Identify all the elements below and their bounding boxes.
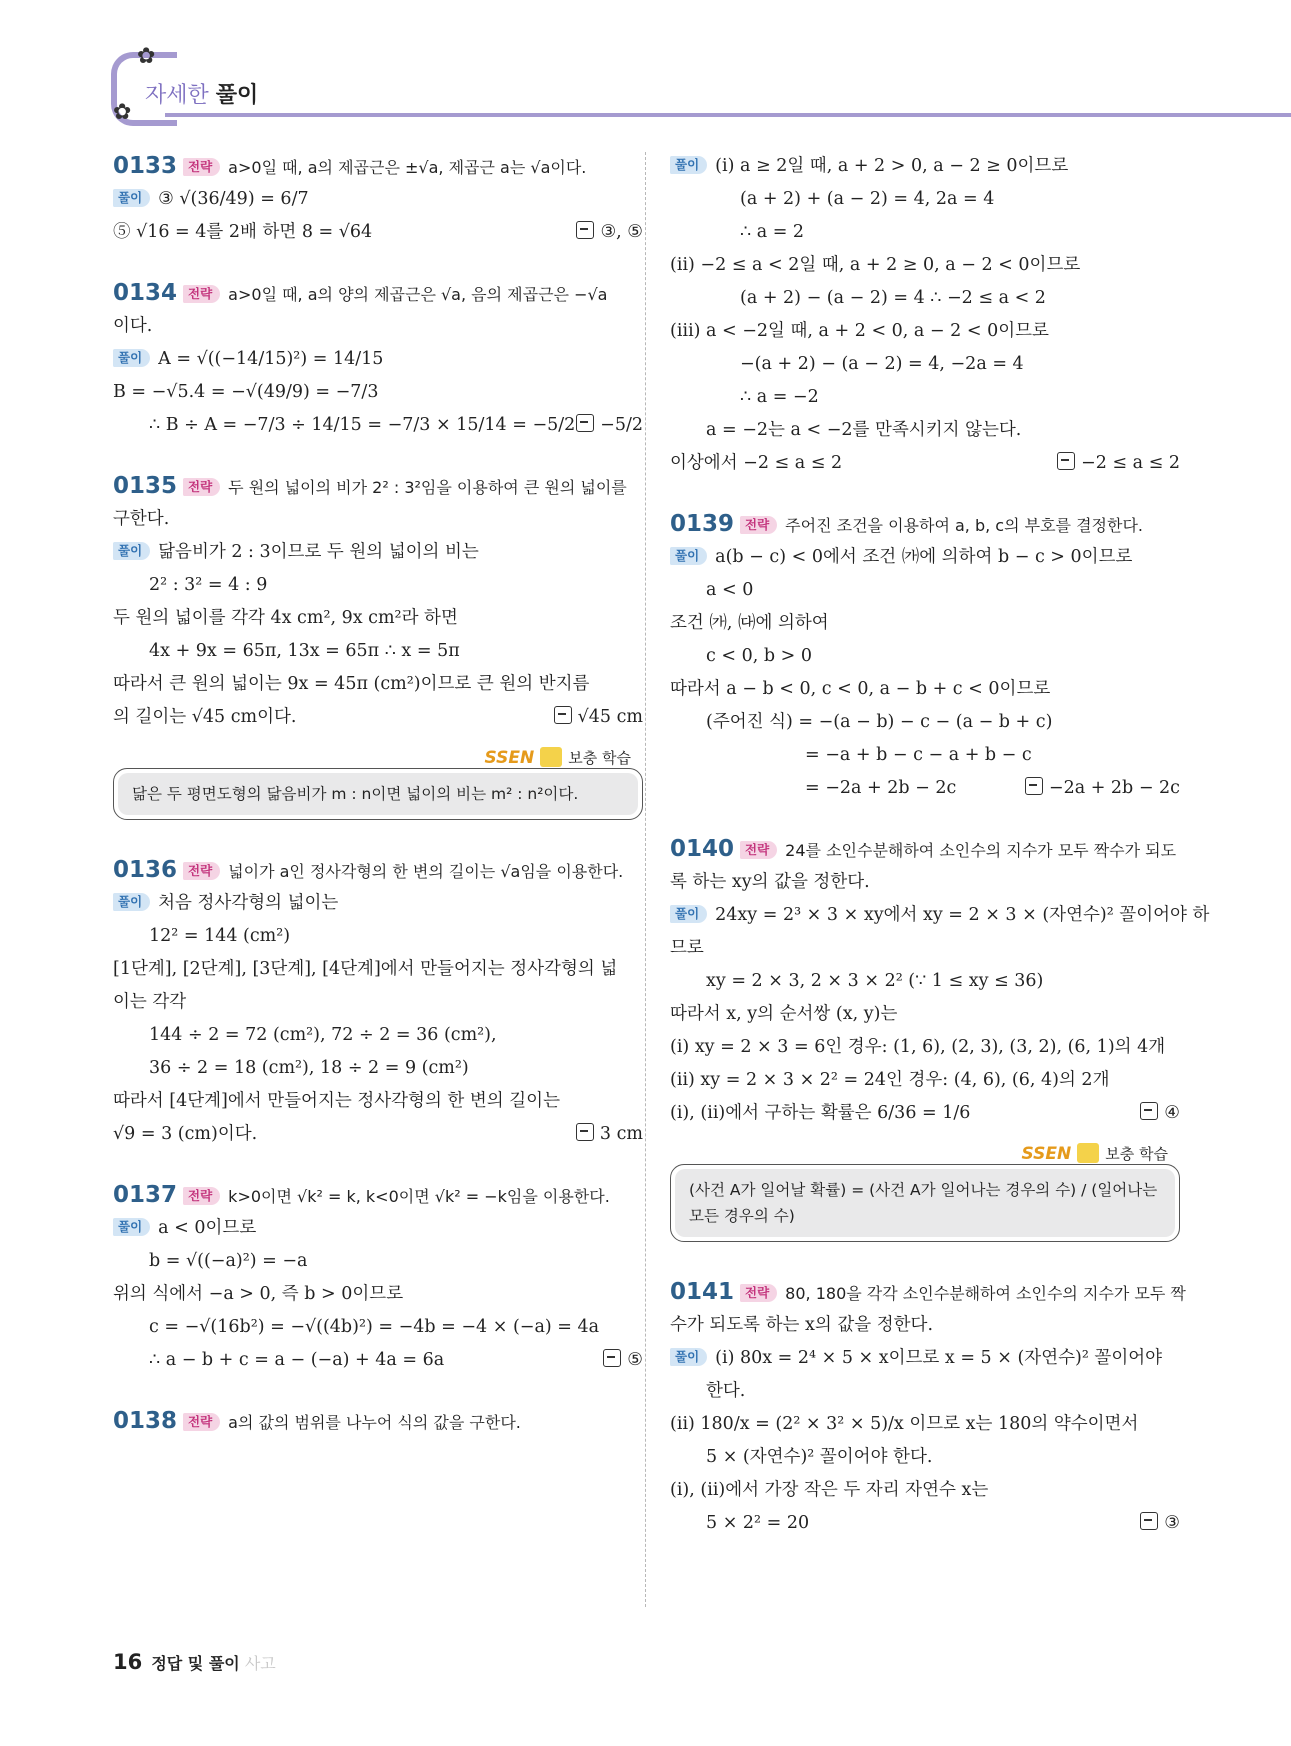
solution-line — [113, 183, 643, 216]
solution-line — [670, 1309, 1180, 1342]
ssen-logo: SSEN — [1021, 1144, 1072, 1164]
solution-line — [670, 607, 1180, 640]
line-text: 144 ÷ 2 = 72 (cm²), 72 ÷ 2 = 36 (cm²), — [149, 1025, 497, 1045]
line-text: (ⅱ) xy = 2 × 3 × 2² = 24인 경우: (4, 6), (6, 4)의 2개 — [670, 1070, 1110, 1090]
flower-icon: ✿ — [137, 44, 156, 69]
line-text: 의 길이는 √45 cm이다. — [113, 707, 297, 727]
answer-value: ③, ⑤ — [600, 222, 643, 242]
answer-icon — [1140, 1512, 1158, 1530]
line-text: 5 × 2² = 20 — [706, 1513, 810, 1533]
problem-spacer — [113, 1151, 643, 1179]
problem-number: 0137 — [113, 1182, 178, 1208]
footer-watermark: 사고 — [244, 1654, 276, 1673]
solution-line — [670, 348, 1180, 381]
line-text: 수가 되도록 하는 x의 값을 정한다. — [670, 1315, 934, 1335]
solution-line — [670, 1064, 1180, 1097]
answer-icon — [1057, 452, 1075, 470]
solution-tag: 풀이 — [113, 893, 150, 911]
solution-line — [670, 706, 1180, 739]
solution-line — [670, 249, 1180, 282]
line-text: xy = 2 × 3, 2 × 3 × 2² (∵ 1 ≤ xy ≤ 36) — [706, 971, 1044, 991]
solution-line — [113, 1278, 643, 1311]
answer — [576, 409, 643, 442]
solution-line — [113, 216, 643, 249]
solution-line — [670, 932, 1180, 965]
line-text: (ⅰ) xy = 2 × 3 = 6인 경우: (1, 6), (2, 3), (3, 2), (6, 1)의 4개 — [670, 1037, 1166, 1057]
solution-line — [670, 1097, 1180, 1130]
line-text: 따라서 큰 원의 넓이는 9x = 45π (cm²)이므로 큰 원의 반지름 — [113, 674, 590, 694]
solution-line — [670, 1408, 1180, 1441]
answer-value: ⑤ — [627, 1350, 643, 1370]
answer — [1025, 772, 1180, 805]
solution-line — [113, 536, 643, 569]
solution-line — [670, 183, 1180, 216]
answer — [1057, 447, 1180, 480]
column-divider — [645, 152, 646, 1607]
line-text: √9 = 3 (cm)이다. — [113, 1124, 258, 1144]
answer-value: √45 cm — [577, 707, 643, 727]
answer-icon — [1140, 1102, 1158, 1120]
solution-tag: 풀이 — [670, 905, 707, 923]
line-text: a < 0이므로 — [158, 1218, 257, 1238]
solution-line — [113, 1085, 643, 1118]
solution-tag: 풀이 — [113, 1218, 150, 1236]
line-text: 한다. — [706, 1381, 746, 1401]
problem-number: 0136 — [113, 857, 178, 883]
line-text: 5 × (자연수)² 꼴이어야 한다. — [706, 1447, 933, 1467]
line-text: ∴ a − b + c = a − (−a) + 4a = 6a — [149, 1350, 445, 1370]
problem-spacer — [670, 1248, 1180, 1276]
problem-number: 0135 — [113, 473, 178, 499]
solution-line — [670, 1342, 1180, 1375]
problem-number: 0138 — [113, 1408, 178, 1434]
line-text: c < 0, b > 0 — [706, 646, 812, 666]
solution-tag: 풀이 — [113, 349, 150, 367]
line-text: ③ √(36/49) = 6/7 — [158, 189, 309, 209]
line-text: (ⅰ), (ⅱ)에서 구하는 확률은 6/36 = 1/6 — [670, 1103, 971, 1123]
line-text: 이다. — [113, 316, 153, 336]
solution-line — [670, 1441, 1180, 1474]
flower-icon: ✿ — [113, 100, 132, 125]
answer — [1140, 1507, 1180, 1540]
line-text: (a + 2) + (a − 2) = 4, 2a = 4 — [740, 189, 995, 209]
line-text: a(b − c) < 0에서 조건 ㈎에 의하여 b − c > 0이므로 — [715, 547, 1133, 567]
solution-line — [670, 414, 1180, 447]
solution-line — [113, 668, 643, 701]
line-text: a>0일 때, a의 양의 제곱근은 √a, 음의 제곱근은 −√a — [228, 285, 608, 304]
strategy-tag: 전략 — [740, 516, 777, 534]
answer-value: 3 cm — [599, 1124, 643, 1144]
line-text: k>0이면 √k² = k, k<0이면 √k² = −k임을 이용한다. — [228, 1187, 610, 1206]
line-text: (ⅰ) 80x = 2⁴ × 5 × x이므로 x = 5 × (자연수)² 꼴이어야 — [715, 1348, 1163, 1368]
solution-line — [670, 216, 1180, 249]
answer-value: ③ — [1164, 1513, 1180, 1533]
solution-line — [113, 920, 643, 953]
solution-line — [670, 640, 1180, 673]
strategy-tag: 전략 — [183, 478, 220, 496]
strategy-tag: 전략 — [183, 1413, 220, 1431]
solution-line — [113, 343, 643, 376]
problem-heading — [670, 508, 1180, 541]
line-text: 구한다. — [113, 509, 170, 529]
line-text: 두 원의 넓이를 각각 4x cm², 9x cm²라 하면 — [113, 608, 458, 628]
solution-line — [113, 1212, 643, 1245]
line-text: 닮음비가 2 : 3이므로 두 원의 넓이의 비는 — [158, 542, 479, 562]
line-text: a = −2는 a < −2를 만족시키지 않는다. — [706, 420, 1022, 440]
strategy-tag: 전략 — [740, 1284, 777, 1302]
solution-line — [113, 986, 643, 1019]
line-text: a의 값의 범위를 나누어 식의 값을 구한다. — [228, 1413, 521, 1432]
line-text: ∴ a = 2 — [740, 222, 805, 242]
section-title: 자세한 풀이 — [145, 83, 259, 108]
solution-line — [670, 772, 1180, 805]
right-column — [670, 150, 1210, 1540]
line-text: (ⅰ) a ≥ 2일 때, a + 2 > 0, a − 2 ≥ 0이므로 — [715, 156, 1069, 176]
answer — [576, 216, 643, 249]
supplement-label: 보충 학습 — [1105, 1145, 1168, 1163]
line-text: 24를 소인수분해하여 소인수의 지수가 모두 짝수가 되도 — [785, 841, 1177, 860]
line-text: 넓이가 a인 정사각형의 한 변의 길이는 √a임을 이용한다. — [228, 862, 624, 881]
line-text: 록 하는 xy의 값을 정한다. — [670, 872, 870, 892]
problem-spacer — [113, 826, 643, 854]
solution-line — [670, 381, 1180, 414]
solution-line — [670, 541, 1180, 574]
answer-value: −2a + 2b − 2c — [1048, 778, 1180, 798]
line-text: (ⅰ), (ⅱ)에서 가장 작은 두 자리 자연수 x는 — [670, 1480, 989, 1500]
line-text: 24xy = 2³ × 3 × xy에서 xy = 2 × 3 × (자연수)² 꼴이어야 하 — [715, 905, 1210, 925]
line-text: 따라서 a − b < 0, c < 0, a − b + c < 0이므로 — [670, 679, 1051, 699]
line-text: 처음 정사각형의 넓이는 — [158, 893, 339, 913]
page-footer — [113, 1650, 276, 1674]
problem-spacer — [670, 480, 1180, 508]
line-text: 4x + 9x = 65π, 13x = 65π ∴ x = 5π — [149, 641, 460, 661]
solution-line — [670, 998, 1180, 1031]
supplement-text: (사건 A가 일어날 확률) = (사건 A가 일어나는 경우의 수) / (일어나는 모든 경우의 수) — [675, 1169, 1175, 1237]
solution-line — [113, 1344, 643, 1377]
header-rule — [165, 113, 1291, 117]
line-text: = −a + b − c − a + b − c — [805, 745, 1032, 765]
ssen-logo: SSEN — [484, 748, 535, 768]
line-text: (주어진 식) = −(a − b) − c − (a − b + c) — [706, 712, 1053, 732]
solution-line — [113, 1245, 643, 1278]
line-text: (a + 2) − (a − 2) = 4 ∴ −2 ≤ a < 2 — [740, 288, 1046, 308]
line-text: 따라서 x, y의 순서쌍 (x, y)는 — [670, 1004, 898, 1024]
answer-icon — [576, 1123, 594, 1141]
solution-line — [670, 315, 1180, 348]
line-text: ∴ a = −2 — [740, 387, 819, 407]
line-text: 12² = 144 (cm²) — [149, 926, 291, 946]
solution-line — [113, 1311, 643, 1344]
line-text: B = −√5.4̇ = −√(49/9) = −7/3 — [113, 382, 379, 402]
line-text: (ⅲ) a < −2일 때, a + 2 < 0, a − 2 < 0이므로 — [670, 321, 1049, 341]
problem-heading — [113, 150, 643, 183]
problem-number: 0140 — [670, 836, 735, 862]
line-text: A = √((−14/15)²) = 14/15 — [158, 349, 384, 369]
solution-line — [670, 866, 1180, 899]
problem-heading — [670, 833, 1180, 866]
solution-tag: 풀이 — [670, 156, 707, 174]
problem-heading — [113, 470, 643, 503]
strategy-tag: 전략 — [183, 285, 220, 303]
solution-line — [113, 310, 643, 343]
solution-line — [113, 409, 643, 442]
strategy-tag: 전략 — [183, 862, 220, 880]
line-text: ⑤ √16 = 4를 2배 하면 8 = √64 — [113, 222, 373, 242]
solution-line — [670, 1031, 1180, 1064]
solution-line — [670, 739, 1180, 772]
answer-value: ④ — [1164, 1103, 1180, 1123]
answer-icon — [1025, 777, 1043, 795]
page-header — [105, 44, 1291, 125]
line-text: −(a + 2) − (a − 2) = 4, −2a = 4 — [740, 354, 1024, 374]
answer — [576, 1118, 643, 1151]
line-text: a < 0 — [706, 580, 754, 600]
solution-tag: 풀이 — [113, 542, 150, 560]
supplement-label: 보충 학습 — [568, 749, 631, 767]
pencil-note-icon — [540, 747, 562, 767]
supplement-note — [670, 1138, 1180, 1242]
solution-line — [113, 569, 643, 602]
solution-line — [670, 447, 1180, 480]
strategy-tag: 전략 — [183, 158, 220, 176]
line-text: b = √((−a)²) = −a — [149, 1251, 308, 1271]
answer-value: −5/2 — [600, 415, 643, 435]
page-number: 16 — [113, 1650, 143, 1674]
line-text: 위의 식에서 −a > 0, 즉 b > 0이므로 — [113, 1284, 404, 1304]
solution-tag: 풀이 — [670, 547, 707, 565]
answer — [554, 701, 643, 734]
problem-heading — [113, 854, 643, 887]
solution-line — [670, 574, 1180, 607]
answer-icon — [554, 706, 572, 724]
answer — [1140, 1097, 1180, 1130]
problem-number: 0141 — [670, 1279, 735, 1305]
problem-number: 0133 — [113, 153, 178, 179]
problem-heading — [113, 1179, 643, 1212]
problem-number: 0134 — [113, 280, 178, 306]
line-text: 80, 180을 각각 소인수분해하여 소인수의 지수가 모두 짝 — [785, 1284, 1186, 1303]
solution-line — [113, 1052, 643, 1085]
line-text: [1단계], [2단계], [3단계], [4단계]에서 만들어지는 정사각형의 넓 — [113, 959, 618, 979]
answer-icon — [576, 414, 594, 432]
problem-spacer — [113, 442, 643, 470]
line-text: = −2a + 2b − 2c — [805, 778, 957, 798]
line-text: ∴ B ÷ A = −7/3 ÷ 14/15 = −7/3 × 15/14 = −5/2 — [149, 415, 576, 435]
solution-tag: 풀이 — [113, 189, 150, 207]
solution-line — [113, 376, 643, 409]
solution-line — [113, 1118, 643, 1151]
solution-line — [670, 899, 1210, 932]
solution-line — [113, 503, 643, 536]
line-text: 따라서 [4단계]에서 만들어지는 정사각형의 한 변의 길이는 — [113, 1091, 560, 1111]
supplement-text: 닮은 두 평면도형의 닮음비가 m : n이면 넓이의 비는 m² : n²이다. — [118, 773, 638, 815]
line-text: (ⅱ) −2 ≤ a < 2일 때, a + 2 ≥ 0, a − 2 < 0이므로 — [670, 255, 1081, 275]
line-text: 이상에서 −2 ≤ a ≤ 2 — [670, 453, 843, 473]
line-text: 이는 각각 — [113, 992, 187, 1012]
solution-line — [670, 1507, 1180, 1540]
solution-line — [113, 953, 643, 986]
pencil-note-icon — [1077, 1143, 1099, 1163]
line-text: 조건 ㈎, ㈐에 의하여 — [670, 613, 829, 633]
problem-spacer — [670, 805, 1180, 833]
line-text: c = −√(16b²) = −√((4b)²) = −4b = −4 × (−a) = 4a — [149, 1317, 600, 1337]
solution-line — [113, 635, 643, 668]
left-column — [113, 150, 643, 1438]
problem-spacer — [113, 1377, 643, 1405]
solution-line — [113, 887, 643, 920]
problem-spacer — [113, 249, 643, 277]
strategy-tag: 전략 — [183, 1187, 220, 1205]
problem-number: 0139 — [670, 511, 735, 537]
line-text: 36 ÷ 2 = 18 (cm²), 18 ÷ 2 = 9 (cm²) — [149, 1058, 469, 1078]
solution-line — [670, 1375, 1180, 1408]
answer-icon — [576, 221, 594, 239]
answer-value: −2 ≤ a ≤ 2 — [1081, 453, 1180, 473]
solution-line — [113, 1019, 643, 1052]
answer — [603, 1344, 643, 1377]
solution-line — [113, 701, 643, 734]
solution-line — [670, 282, 1180, 315]
problem-heading — [670, 1276, 1186, 1309]
solution-line — [670, 1474, 1180, 1507]
solution-line — [670, 965, 1180, 998]
line-text: 주어진 조건을 이용하여 a, b, c의 부호를 결정한다. — [785, 516, 1143, 535]
problem-heading — [113, 1405, 643, 1438]
footer-label: 정답 및 풀이 — [151, 1654, 240, 1673]
answer-icon — [603, 1349, 621, 1367]
solution-line — [670, 673, 1180, 706]
line-text: 므로 — [670, 938, 704, 958]
solution-tag: 풀이 — [670, 1348, 707, 1366]
line-text: (ⅱ) 180/x = (2² × 3² × 5)/x 이므로 x는 180의 약수이면서 — [670, 1414, 1139, 1434]
line-text: a>0일 때, a의 제곱근은 ±√a, 제곱근 a는 √a이다. — [228, 158, 587, 177]
line-text: 2² : 3² = 4 : 9 — [149, 575, 268, 595]
solution-line — [113, 602, 643, 635]
line-text: 두 원의 넓이의 비가 2² : 3²임을 이용하여 큰 원의 넓이를 — [228, 478, 627, 497]
problem-heading — [113, 277, 643, 310]
solution-line — [670, 150, 1180, 183]
strategy-tag: 전략 — [740, 841, 777, 859]
supplement-note — [113, 742, 643, 820]
